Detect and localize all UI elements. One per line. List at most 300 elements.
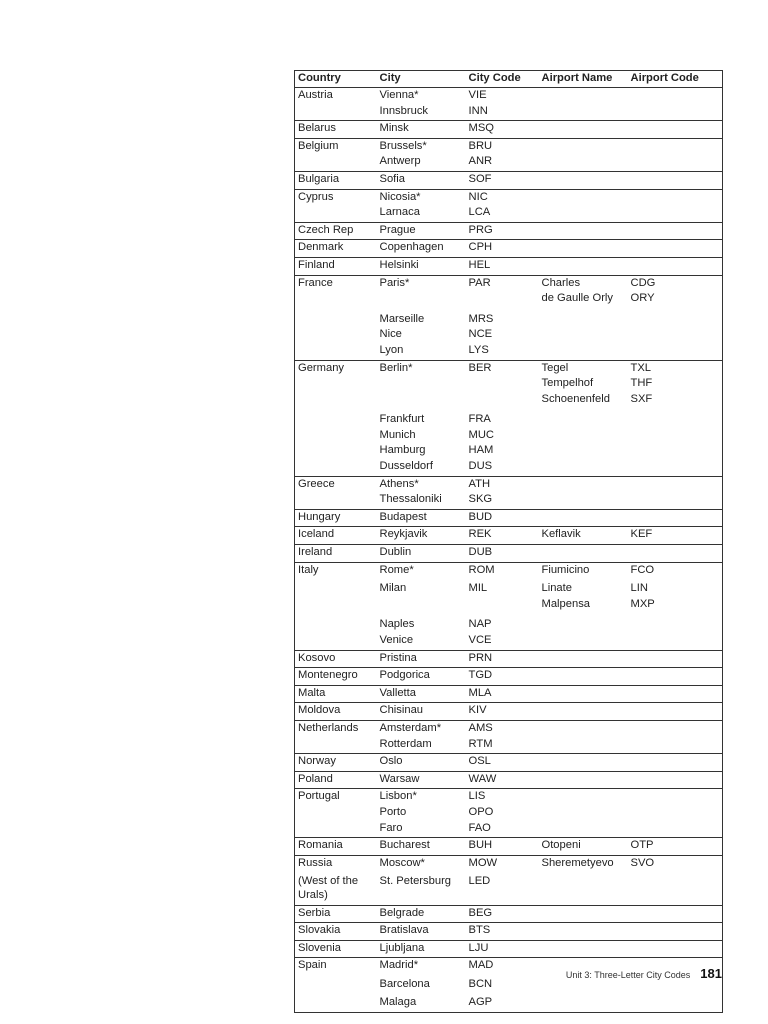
cell-country (295, 460, 377, 476)
table-row (295, 121, 723, 139)
cell-airport-name: Tempelhof (541, 377, 594, 390)
cell-airport-code: ORY (630, 292, 655, 305)
cell-city-code: REK (468, 528, 492, 541)
cell-airport-name (539, 171, 628, 189)
cell-country: Finland (298, 258, 335, 271)
cell-country (295, 155, 377, 171)
cell-airport-name (539, 634, 628, 650)
cell-airport-name (539, 460, 628, 476)
cell-airport-name: Schoenenfeld (541, 392, 610, 405)
cell-city-code: MRS (468, 312, 494, 325)
cell-airport-name (539, 493, 628, 509)
cell-airport-name (539, 138, 628, 155)
cell-airport-name (539, 509, 628, 527)
cell-country (295, 105, 377, 121)
cell-city-code: LCA (468, 206, 491, 219)
cell-city: Sofia (379, 172, 405, 185)
table-body (295, 88, 723, 1013)
cell-airport-code (628, 668, 723, 686)
cell-country (295, 377, 377, 393)
cell-airport-code (628, 155, 723, 171)
header-airport-code: Airport Code (628, 71, 723, 88)
cell-airport-code: LIN (630, 582, 648, 595)
table-row (295, 138, 723, 155)
cell-country: Russia (298, 856, 333, 869)
cell-airport-code (628, 650, 723, 668)
cell-airport-name (539, 222, 628, 240)
cell-country: (West of the Urals) (298, 875, 359, 901)
cell-city-code: ANR (468, 155, 493, 168)
cell-country: Iceland (298, 528, 335, 541)
table-subrow (295, 408, 723, 429)
table-subrow (295, 822, 723, 838)
table-row (295, 650, 723, 668)
cell-city-code: DUS (468, 460, 493, 473)
cell-country (295, 206, 377, 222)
cell-airport-name (539, 685, 628, 703)
cell-airport-name: Fiumicino (541, 563, 590, 576)
cell-city: Amsterdam* (379, 721, 442, 734)
table-subrow (295, 292, 723, 308)
cell-country: Norway (298, 755, 336, 768)
cell-airport-name (539, 155, 628, 171)
cell-city-code (466, 393, 539, 409)
cell-country: Portugal (298, 790, 340, 803)
table-subrow (295, 598, 723, 614)
cell-city: Berlin* (379, 361, 413, 374)
cell-airport-code (628, 940, 723, 958)
cell-city: Pristina (379, 651, 417, 664)
cell-airport-code (628, 189, 723, 206)
cell-country (295, 738, 377, 754)
cell-country: France (298, 276, 333, 289)
cell-airport-name: Malpensa (541, 597, 591, 610)
cell-country: Belarus (298, 122, 336, 135)
cell-airport-name (539, 720, 628, 737)
table-row (295, 668, 723, 686)
cell-country: Montenegro (298, 669, 358, 682)
cell-airport-name (539, 806, 628, 822)
cell-airport-code (628, 685, 723, 703)
table-subrow (295, 579, 723, 598)
cell-city: Dublin (379, 546, 412, 559)
table-subrow (295, 872, 723, 905)
cell-airport-name (539, 668, 628, 686)
cell-city (377, 393, 466, 409)
cell-airport-name (539, 905, 628, 923)
cell-airport-code: SVO (630, 856, 655, 869)
header-airport-name: Airport Name (539, 71, 628, 88)
cell-airport-code: THF (630, 377, 653, 390)
table-row (295, 360, 723, 377)
cell-country: Hungary (298, 510, 341, 523)
cell-city: Valletta (379, 686, 416, 699)
cell-airport-code (628, 308, 723, 329)
table-row (295, 771, 723, 789)
cell-city: Thessaloniki (379, 493, 442, 506)
cell-country: Slovakia (298, 924, 341, 937)
cell-city: Faro (379, 821, 403, 834)
table-row (295, 509, 723, 527)
cell-country: Malta (298, 686, 326, 699)
footer-unit-title: Unit 3: Three-Letter City Codes (565, 970, 691, 980)
cell-airport-name (539, 940, 628, 958)
cell-airport-code (628, 105, 723, 121)
cell-airport-code: SXF (630, 392, 653, 405)
cell-airport-code: CDG (630, 276, 656, 289)
cell-city-code: LED (468, 875, 491, 888)
cell-city (377, 598, 466, 614)
table-row (295, 754, 723, 772)
cell-city: Reykjavik (379, 528, 428, 541)
cell-airport-code: FCO (630, 563, 655, 576)
table-subrow (295, 328, 723, 344)
cell-country: Spain (298, 959, 327, 972)
cell-city-code: MUC (468, 428, 494, 441)
table-row (295, 527, 723, 545)
cell-city: Antwerp (379, 155, 421, 168)
cell-airport-name (539, 88, 628, 105)
cell-country: Serbia (298, 906, 331, 919)
cell-city: St. Petersburg (379, 875, 452, 888)
cell-airport-name: Tegel (541, 361, 569, 374)
cell-city-code: MOW (468, 856, 498, 869)
cell-city: Athens* (379, 477, 419, 490)
table-subrow (295, 308, 723, 329)
cell-city: Rotterdam (379, 737, 432, 750)
cell-city-code: WAW (468, 772, 497, 785)
cell-city (377, 377, 466, 393)
cell-country (295, 975, 377, 994)
cell-airport-name (539, 923, 628, 941)
table-header (295, 71, 723, 88)
cell-country (295, 429, 377, 445)
cell-airport-code (628, 493, 723, 509)
cell-city-code: LYS (468, 343, 489, 356)
table-row (295, 685, 723, 703)
cell-airport-code (628, 344, 723, 360)
cell-airport-code (628, 444, 723, 460)
table-row (295, 838, 723, 856)
cell-city-code: NIC (468, 190, 488, 203)
table-row (295, 257, 723, 275)
cell-city: Naples (379, 618, 415, 631)
cell-city: Minsk (379, 122, 409, 135)
cell-airport-code (628, 328, 723, 344)
table-row (295, 855, 723, 872)
cell-city-code (466, 377, 539, 393)
cell-airport-name (539, 240, 628, 258)
table-subrow (295, 377, 723, 393)
table-row (295, 222, 723, 240)
cell-airport-code (628, 806, 723, 822)
cell-airport-name (539, 872, 628, 905)
header-city-code: City Code (466, 71, 539, 88)
cell-city: Larnaca (379, 206, 420, 219)
cell-city-code: MSQ (468, 122, 494, 135)
cell-country: Moldova (298, 704, 341, 717)
cell-airport-code (628, 993, 723, 1012)
cell-city: Barcelona (379, 977, 430, 990)
page-footer (520, 966, 722, 981)
cell-city-code: BUH (468, 839, 493, 852)
cell-country: Czech Rep (298, 223, 354, 236)
cell-country: Poland (298, 772, 333, 785)
cell-city-code: MIL (468, 582, 488, 595)
header-country: Country (295, 71, 377, 88)
table-subrow (295, 613, 723, 634)
cell-country: Belgium (298, 139, 339, 152)
cell-airport-name (539, 789, 628, 806)
cell-city: Chisinau (379, 704, 424, 717)
cell-city: Vienna* (379, 89, 419, 101)
cell-airport-name (539, 754, 628, 772)
cell-city: Rome* (379, 563, 414, 576)
cell-city-code: LJU (468, 941, 489, 954)
cell-city-code: BEG (468, 906, 493, 919)
table-subrow (295, 806, 723, 822)
cell-city: Paris* (379, 276, 410, 289)
cell-city: Brussels* (379, 139, 427, 152)
cell-city: Innsbruck (379, 104, 429, 117)
cell-country (295, 598, 377, 614)
cell-city: Belgrade (379, 906, 425, 919)
cell-airport-code (628, 408, 723, 429)
cell-city: Budapest (379, 510, 427, 523)
cell-airport-code (628, 222, 723, 240)
cell-country: Greece (298, 477, 335, 490)
cell-city: Frankfurt (379, 413, 425, 426)
cell-country (295, 822, 377, 838)
cell-country (295, 308, 377, 329)
cell-airport-code (628, 789, 723, 806)
cell-city-code: RTM (468, 737, 493, 750)
cell-city: Nice (379, 328, 402, 341)
cell-city-code (466, 598, 539, 614)
table-row (295, 275, 723, 292)
cell-country (295, 328, 377, 344)
cell-airport-name (539, 429, 628, 445)
cell-country: Netherlands (298, 721, 359, 734)
cell-airport-code (628, 509, 723, 527)
cell-city-code: NAP (468, 618, 492, 631)
cell-city-code: BRU (468, 139, 493, 152)
cell-city: Milan (379, 582, 407, 595)
table-subrow (295, 738, 723, 754)
cell-airport-code (628, 720, 723, 737)
cell-airport-code (628, 257, 723, 275)
cell-airport-code (628, 872, 723, 905)
cell-city-code: FRA (468, 413, 491, 426)
cell-city-code: KIV (468, 704, 487, 717)
cell-city: Lyon (379, 343, 404, 356)
cell-city: Bratislava (379, 924, 429, 937)
cell-airport-code (628, 923, 723, 941)
table-subrow (295, 444, 723, 460)
cell-airport-code (628, 88, 723, 105)
cell-airport-code (628, 240, 723, 258)
cell-city: Munich (379, 428, 416, 441)
cell-airport-name: Charles (541, 276, 581, 289)
cell-city: Podgorica (379, 669, 430, 682)
cell-country (295, 493, 377, 509)
cell-city-code: NCE (468, 328, 493, 341)
cell-country: Italy (298, 563, 319, 576)
cell-city-code: MAD (468, 959, 494, 972)
table-row (295, 88, 723, 105)
cell-airport-name (539, 771, 628, 789)
cell-country: Ireland (298, 546, 333, 559)
cell-city: Prague (379, 223, 416, 236)
cell-airport-code: KEF (630, 528, 653, 541)
cell-airport-code: MXP (630, 597, 655, 610)
table-subrow (295, 393, 723, 409)
cell-city: Malaga (379, 996, 417, 1009)
cell-city-code: AGP (468, 996, 493, 1009)
cell-airport-code: OTP (630, 839, 654, 852)
cell-airport-name: Otopeni (541, 839, 581, 852)
cell-city-code: BTS (468, 924, 491, 937)
cell-city-code: CPH (468, 241, 493, 254)
cell-country (295, 444, 377, 460)
table-subrow (295, 493, 723, 509)
cell-city: Venice (379, 634, 414, 646)
table-row (295, 545, 723, 563)
cell-airport-name: Sheremetyevo (541, 856, 614, 869)
table-row (295, 720, 723, 737)
cell-city-code: HAM (468, 444, 494, 457)
cell-airport-name (539, 344, 628, 360)
cell-city-code: BCN (468, 977, 493, 990)
table-subrow (295, 460, 723, 476)
cell-airport-name (539, 476, 628, 493)
table-subrow (295, 634, 723, 650)
cell-city-code: HEL (468, 258, 491, 271)
cell-airport-name (539, 408, 628, 429)
cell-country: Germany (298, 361, 345, 374)
cell-city: Helsinki (379, 258, 419, 271)
cell-city: Nicosia* (379, 190, 421, 203)
cell-airport-name: Linate (541, 582, 572, 595)
cell-country (295, 806, 377, 822)
cell-city-code: BER (468, 361, 492, 374)
table-row (295, 189, 723, 206)
cell-airport-code (628, 476, 723, 493)
cell-airport-name: de Gaulle Orly (541, 292, 614, 305)
cell-city: Marseille (379, 312, 425, 325)
cell-city (377, 292, 466, 308)
cell-city-code: ROM (468, 563, 495, 576)
cell-city-code: OSL (468, 755, 491, 768)
cell-country: Bulgaria (298, 172, 340, 185)
cell-airport-code (628, 771, 723, 789)
cell-city: Ljubljana (379, 941, 425, 954)
cell-city-code: TGD (468, 669, 493, 682)
cell-airport-code (628, 738, 723, 754)
cell-city: Hamburg (379, 444, 426, 457)
cell-country: Slovenia (298, 941, 341, 954)
cell-country: Cyprus (298, 190, 334, 203)
cell-airport-name (539, 993, 628, 1012)
cell-city: Oslo (379, 755, 403, 768)
cell-airport-code (628, 206, 723, 222)
cell-airport-code: TXL (630, 361, 652, 374)
header-city: City (377, 71, 466, 88)
cell-city: Madrid* (379, 959, 419, 972)
city-codes-table-wrap (294, 70, 722, 1013)
cell-country: Denmark (298, 241, 344, 254)
cell-city-code: AMS (468, 721, 493, 734)
cell-airport-name (539, 105, 628, 121)
cell-country (295, 292, 377, 308)
cell-city-code (466, 292, 539, 308)
cell-airport-name (539, 206, 628, 222)
cell-city: Dusseldorf (379, 460, 433, 473)
cell-city-code: PAR (468, 276, 491, 289)
table-row (295, 171, 723, 189)
cell-airport-code (628, 545, 723, 563)
table-row (295, 476, 723, 493)
cell-city: Bucharest (379, 839, 430, 852)
cell-city: Lisbon* (379, 790, 417, 803)
cell-airport-code (628, 754, 723, 772)
cell-airport-code (628, 634, 723, 650)
table-subrow (295, 344, 723, 360)
cell-country: Kosovo (298, 651, 336, 664)
cell-airport-name (539, 444, 628, 460)
cell-city-code: FAO (468, 821, 491, 834)
table-row (295, 940, 723, 958)
table-row (295, 562, 723, 579)
table-row (295, 703, 723, 721)
cell-city-code: SKG (468, 493, 493, 506)
cell-airport-code (628, 460, 723, 476)
table-row (295, 905, 723, 923)
cell-airport-name: Keflavik (541, 528, 581, 541)
cell-airport-name (539, 545, 628, 563)
cell-airport-code (628, 138, 723, 155)
table-row (295, 789, 723, 806)
cell-airport-name (539, 822, 628, 838)
cell-country (295, 393, 377, 409)
cell-city-code: PRG (468, 223, 493, 236)
cell-city-code: BUD (468, 510, 493, 523)
cell-country: Austria (298, 89, 333, 101)
cell-airport-name (539, 650, 628, 668)
cell-city-code: LIS (468, 790, 486, 803)
cell-city-code: DUB (468, 546, 493, 559)
cell-city-code: VCE (468, 634, 492, 646)
cell-airport-code (628, 822, 723, 838)
cell-airport-code (628, 121, 723, 139)
cell-airport-name (539, 189, 628, 206)
cell-city-code: OPO (468, 805, 494, 818)
header-row (295, 71, 723, 88)
page-number: 181 (700, 966, 722, 981)
table-row (295, 240, 723, 258)
cell-country (295, 408, 377, 429)
cell-city: Porto (379, 805, 407, 818)
table-row (295, 923, 723, 941)
cell-city-code: MLA (468, 686, 492, 699)
cell-country (295, 634, 377, 650)
table-subrow (295, 105, 723, 121)
table-subrow (295, 155, 723, 171)
cell-country (295, 613, 377, 634)
table-subrow (295, 993, 723, 1012)
cell-airport-code (628, 171, 723, 189)
cell-city: Moscow* (379, 856, 425, 869)
